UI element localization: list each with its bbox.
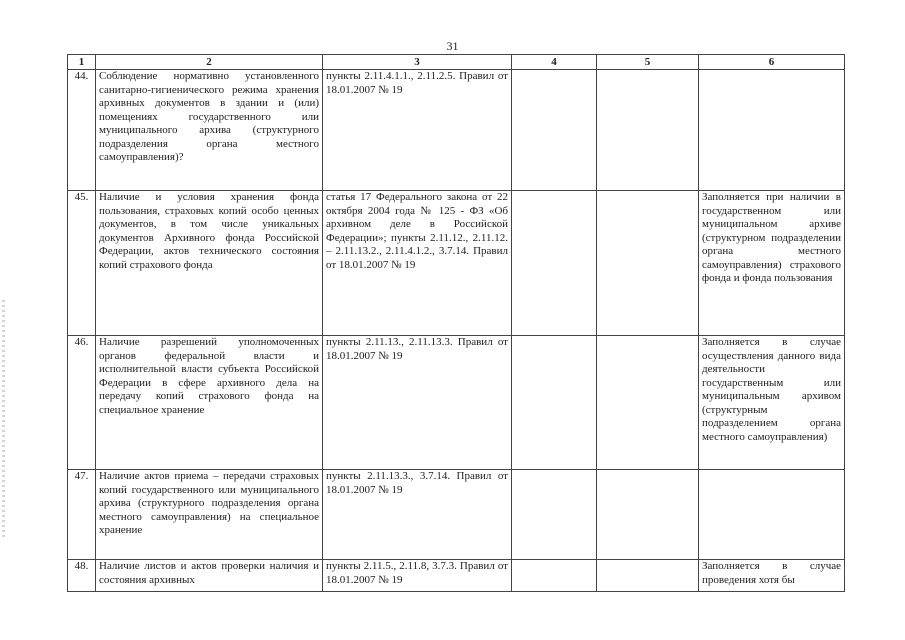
header-cell-2: 2 — [96, 55, 323, 70]
table-row — [68, 70, 845, 191]
row-number: 44. — [68, 70, 96, 191]
note-cell — [699, 70, 845, 191]
page-number: 31 — [446, 39, 459, 53]
requirement-text: Наличие и условия хранения фонда пользования, страховых копий особо ценных документов, в том числе уникальных документов Архивного фонда Российской Федерации, актов технического состояния копий страхового фонда — [96, 191, 323, 336]
header-cell-5: 5 — [597, 55, 699, 70]
note-cell: Заполняется при наличии в государственном или муниципальном архиве (структурном подразделении органа местного самоуправления) страхового фонда и фонда пользования — [699, 191, 845, 336]
legal-reference: пункты 2.11.5., 2.11.8, 3.7.3. Правил от 18.01.2007 № 19 — [323, 560, 512, 592]
header-cell-3: 3 — [323, 55, 512, 70]
requirement-text: Наличие листов и актов проверки наличия и состояния архивных — [96, 560, 323, 592]
note-cell: Заполняется в случае проведения хотя бы — [699, 560, 845, 592]
legal-reference: пункты 2.11.13., 2.11.13.3. Правил от 18.01.2007 № 19 — [323, 336, 512, 470]
legal-reference: пункты 2.11.4.1.1., 2.11.2.5. Правил от 18.01.2007 № 19 — [323, 70, 512, 191]
answer-cell — [512, 470, 597, 560]
requirement-text: Соблюдение нормативно установленного санитарно-гигиенического режима хранения архивных документов в здании и (или) помещениях государственного или муниципального архива (структурного подразделения органа местного самоуправления)? — [96, 70, 323, 191]
answer-cell — [512, 336, 597, 470]
row-number: 47. — [68, 470, 96, 560]
answer-cell — [597, 560, 699, 592]
legal-reference: статья 17 Федерального закона от 22 октября 2004 года № 125 - ФЗ «Об архивном деле в Российской Федерации»; пункты 2.11.12., 2.11.12. – 2.11.13.2., 2.11.4.1.2., 3.7.14. Правил от 18.01.2007 № 19 — [323, 191, 512, 336]
header-cell-1: 1 — [68, 55, 96, 70]
table-row — [68, 336, 845, 470]
scan-edge-mark — [2, 300, 5, 540]
header-cell-6: 6 — [699, 55, 845, 70]
answer-cell — [597, 191, 699, 336]
answer-cell — [597, 336, 699, 470]
requirement-text: Наличие разрешений уполномоченных органов федеральной власти и исполнительной власти субъекта Российской Федерации в сфере архивного дела на передачу копий страхового фонда на специальное хранение — [96, 336, 323, 470]
table-row — [68, 191, 845, 336]
row-number: 48. — [68, 560, 96, 592]
row-number: 45. — [68, 191, 96, 336]
table-row — [68, 560, 845, 592]
checklist-table — [67, 54, 845, 592]
note-cell: Заполняется в случае осуществления данного вида деятельности государственным или муниципальным архивом (структурным подразделением органа местного самоуправления) — [699, 336, 845, 470]
table-row — [68, 470, 845, 560]
answer-cell — [597, 470, 699, 560]
row-number: 46. — [68, 336, 96, 470]
answer-cell — [512, 191, 597, 336]
note-cell — [699, 470, 845, 560]
answer-cell — [597, 70, 699, 191]
legal-reference: пункты 2.11.13.3., 3.7.14. Правил от 18.01.2007 № 19 — [323, 470, 512, 560]
header-cell-4: 4 — [512, 55, 597, 70]
requirement-text: Наличие актов приема – передачи страховых копий государственного или муниципального архива (структурного подразделения органа местного самоуправления) на специальное хранение — [96, 470, 323, 560]
header-row — [68, 55, 845, 70]
answer-cell — [512, 560, 597, 592]
answer-cell — [512, 70, 597, 191]
